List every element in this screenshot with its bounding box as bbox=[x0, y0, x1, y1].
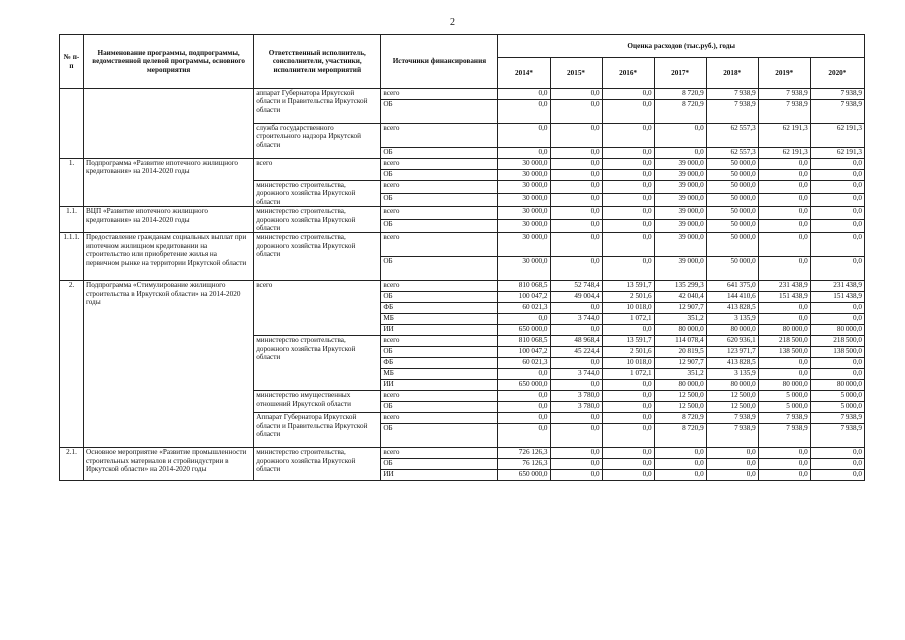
value-cell: 0,0 bbox=[498, 424, 550, 448]
value-cell: 50 000,0 bbox=[706, 181, 758, 194]
value-cell: 62 557,3 bbox=[706, 124, 758, 148]
value-cell: 0,0 bbox=[602, 402, 654, 413]
row-number: 2.1. bbox=[60, 448, 84, 481]
value-cell: 0,0 bbox=[550, 380, 602, 391]
value-cell: 50 000,0 bbox=[706, 207, 758, 220]
value-cell: 0,0 bbox=[550, 89, 602, 100]
value-cell: 48 968,4 bbox=[550, 336, 602, 347]
value-cell: 7 938,9 bbox=[758, 413, 810, 424]
value-cell: 0,0 bbox=[602, 391, 654, 402]
table-row bbox=[60, 448, 865, 459]
value-cell: 0,0 bbox=[758, 220, 810, 233]
executor-cell: Аппарат Губернатора Иркутской области и Правительства Иркутской области bbox=[254, 413, 381, 448]
value-cell: 0,0 bbox=[550, 100, 602, 124]
value-cell: 0,0 bbox=[602, 459, 654, 470]
value-cell: 135 299,3 bbox=[654, 281, 706, 292]
header-executor: Ответственный исполнитель, соисполнители, участники, исполнители мероприятий bbox=[254, 35, 381, 89]
value-cell: 0,0 bbox=[758, 181, 810, 194]
value-cell: 3 780,0 bbox=[550, 391, 602, 402]
value-cell: 0,0 bbox=[550, 181, 602, 194]
header-program-name: Наименование программы, подпрограммы, ведомственной целевой программы, основного мероприятия bbox=[84, 35, 254, 89]
header-year: 2018* bbox=[706, 58, 758, 89]
value-cell: 39 000,0 bbox=[654, 257, 706, 281]
value-cell: 650 000,0 bbox=[498, 470, 550, 481]
value-cell: 0,0 bbox=[550, 413, 602, 424]
funding-source-cell: всего bbox=[381, 207, 498, 220]
value-cell: 413 828,5 bbox=[706, 358, 758, 369]
executor-cell: министерство строительства, дорожного хозяйства Иркутской области bbox=[254, 207, 381, 233]
value-cell: 0,0 bbox=[498, 314, 550, 325]
value-cell: 0,0 bbox=[758, 358, 810, 369]
program-name: Подпрограмма «Развитие ипотечного жилищного кредитования» на 2014-2020 годы bbox=[84, 159, 254, 207]
value-cell: 50 000,0 bbox=[706, 159, 758, 170]
value-cell: 0,0 bbox=[602, 207, 654, 220]
value-cell: 3 135,9 bbox=[706, 314, 758, 325]
value-cell: 0,0 bbox=[498, 402, 550, 413]
row-number: 2. bbox=[60, 281, 84, 448]
funding-source-cell: ФБ bbox=[381, 358, 498, 369]
value-cell: 80 000,0 bbox=[810, 380, 864, 391]
value-cell: 138 500,0 bbox=[810, 347, 864, 358]
value-cell: 0,0 bbox=[758, 257, 810, 281]
funding-source-cell: ОБ bbox=[381, 347, 498, 358]
value-cell: 0,0 bbox=[758, 470, 810, 481]
value-cell: 13 591,7 bbox=[602, 336, 654, 347]
value-cell: 0,0 bbox=[602, 89, 654, 100]
funding-source-cell: ОБ bbox=[381, 220, 498, 233]
program-name: Подпрограмма «Стимулирование жилищного строительства в Иркутской области» на 2014-2020 годы bbox=[84, 281, 254, 448]
value-cell: 0,0 bbox=[602, 424, 654, 448]
funding-source-cell: ФБ bbox=[381, 303, 498, 314]
value-cell: 0,0 bbox=[810, 314, 864, 325]
value-cell: 12 500,0 bbox=[654, 391, 706, 402]
value-cell: 0,0 bbox=[602, 448, 654, 459]
funding-source-cell: всего bbox=[381, 89, 498, 100]
value-cell: 7 938,9 bbox=[810, 89, 864, 100]
value-cell: 1 072,1 bbox=[602, 369, 654, 380]
header-expense-estimate: Оценка расходов (тыс.руб.), годы bbox=[498, 35, 865, 58]
value-cell: 0,0 bbox=[654, 124, 706, 148]
header-year: 2020* bbox=[810, 58, 864, 89]
budget-table bbox=[59, 34, 865, 481]
value-cell: 100 047,2 bbox=[498, 292, 550, 303]
value-cell: 2 501,6 bbox=[602, 347, 654, 358]
value-cell: 12 500,0 bbox=[654, 402, 706, 413]
program-name bbox=[84, 89, 254, 159]
program-name: ВЦП «Развитие ипотечного жилищного кредитования» на 2014-2020 годы bbox=[84, 207, 254, 233]
value-cell: 0,0 bbox=[810, 181, 864, 194]
value-cell: 49 004,4 bbox=[550, 292, 602, 303]
value-cell: 39 000,0 bbox=[654, 194, 706, 207]
executor-cell: служба государственного строительного надзора Иркутской области bbox=[254, 124, 381, 159]
header-year: 2019* bbox=[758, 58, 810, 89]
value-cell: 62 191,3 bbox=[810, 124, 864, 148]
value-cell: 0,0 bbox=[602, 220, 654, 233]
value-cell: 0,0 bbox=[758, 459, 810, 470]
value-cell: 138 500,0 bbox=[758, 347, 810, 358]
funding-source-cell: всего bbox=[381, 181, 498, 194]
value-cell: 650 000,0 bbox=[498, 325, 550, 336]
value-cell: 39 000,0 bbox=[654, 159, 706, 170]
value-cell: 0,0 bbox=[550, 470, 602, 481]
value-cell: 0,0 bbox=[810, 207, 864, 220]
value-cell: 0,0 bbox=[758, 159, 810, 170]
value-cell: 0,0 bbox=[550, 170, 602, 181]
value-cell: 30 000,0 bbox=[498, 194, 550, 207]
value-cell: 0,0 bbox=[550, 233, 602, 257]
value-cell: 50 000,0 bbox=[706, 220, 758, 233]
value-cell: 3 780,0 bbox=[550, 402, 602, 413]
value-cell: 0,0 bbox=[602, 181, 654, 194]
value-cell: 0,0 bbox=[810, 257, 864, 281]
value-cell: 0,0 bbox=[550, 448, 602, 459]
value-cell: 810 068,5 bbox=[498, 281, 550, 292]
value-cell: 114 078,4 bbox=[654, 336, 706, 347]
funding-source-cell: ОБ bbox=[381, 100, 498, 124]
value-cell: 144 410,6 bbox=[706, 292, 758, 303]
value-cell: 8 720,9 bbox=[654, 413, 706, 424]
header-num: № п-п bbox=[60, 35, 84, 89]
value-cell: 0,0 bbox=[550, 303, 602, 314]
value-cell: 7 938,9 bbox=[810, 100, 864, 124]
value-cell: 12 907,7 bbox=[654, 358, 706, 369]
value-cell: 50 000,0 bbox=[706, 233, 758, 257]
value-cell: 30 000,0 bbox=[498, 181, 550, 194]
funding-source-cell: всего bbox=[381, 413, 498, 424]
header-funding-source: Источники финансирования bbox=[381, 35, 498, 89]
value-cell: 12 500,0 bbox=[706, 402, 758, 413]
value-cell: 0,0 bbox=[602, 194, 654, 207]
row-number: 1. bbox=[60, 159, 84, 207]
value-cell: 620 936,1 bbox=[706, 336, 758, 347]
value-cell: 0,0 bbox=[602, 170, 654, 181]
value-cell: 151 438,9 bbox=[810, 292, 864, 303]
value-cell: 0,0 bbox=[758, 448, 810, 459]
value-cell: 0,0 bbox=[602, 380, 654, 391]
funding-source-cell: всего bbox=[381, 124, 498, 148]
program-name: Основное мероприятие «Развитие промышленности строительных материалов и стройиндустрии в Иркутской области» на 2014-2020 годы bbox=[84, 448, 254, 481]
funding-source-cell: всего bbox=[381, 336, 498, 347]
value-cell: 39 000,0 bbox=[654, 170, 706, 181]
value-cell: 30 000,0 bbox=[498, 220, 550, 233]
value-cell: 0,0 bbox=[810, 233, 864, 257]
value-cell: 13 591,7 bbox=[602, 281, 654, 292]
header-year: 2017* bbox=[654, 58, 706, 89]
value-cell: 5 000,0 bbox=[810, 391, 864, 402]
value-cell: 0,0 bbox=[550, 207, 602, 220]
value-cell: 0,0 bbox=[602, 148, 654, 159]
value-cell: 7 938,9 bbox=[810, 413, 864, 424]
value-cell: 20 819,5 bbox=[654, 347, 706, 358]
value-cell: 0,0 bbox=[810, 369, 864, 380]
value-cell: 0,0 bbox=[706, 470, 758, 481]
value-cell: 39 000,0 bbox=[654, 181, 706, 194]
value-cell: 0,0 bbox=[550, 358, 602, 369]
value-cell: 641 375,0 bbox=[706, 281, 758, 292]
value-cell: 1 072,1 bbox=[602, 314, 654, 325]
header-year: 2016* bbox=[602, 58, 654, 89]
value-cell: 5 000,0 bbox=[758, 402, 810, 413]
value-cell: 12 500,0 bbox=[706, 391, 758, 402]
value-cell: 231 438,9 bbox=[758, 281, 810, 292]
executor-cell: всего bbox=[254, 281, 381, 336]
value-cell: 62 191,3 bbox=[758, 124, 810, 148]
funding-source-cell: ОБ bbox=[381, 148, 498, 159]
value-cell: 80 000,0 bbox=[654, 325, 706, 336]
funding-source-cell: всего bbox=[381, 281, 498, 292]
funding-source-cell: ОБ bbox=[381, 402, 498, 413]
value-cell: 2 501,6 bbox=[602, 292, 654, 303]
value-cell: 8 720,9 bbox=[654, 89, 706, 100]
value-cell: 80 000,0 bbox=[758, 380, 810, 391]
value-cell: 80 000,0 bbox=[654, 380, 706, 391]
value-cell: 60 021,3 bbox=[498, 358, 550, 369]
header-year: 2014* bbox=[498, 58, 550, 89]
row-number: 1.1. bbox=[60, 207, 84, 233]
value-cell: 62 191,3 bbox=[758, 148, 810, 159]
value-cell: 231 438,9 bbox=[810, 281, 864, 292]
value-cell: 50 000,0 bbox=[706, 257, 758, 281]
value-cell: 80 000,0 bbox=[706, 325, 758, 336]
value-cell: 5 000,0 bbox=[810, 402, 864, 413]
value-cell: 7 938,9 bbox=[706, 424, 758, 448]
value-cell: 30 000,0 bbox=[498, 159, 550, 170]
value-cell: 0,0 bbox=[654, 470, 706, 481]
value-cell: 62 191,3 bbox=[810, 148, 864, 159]
value-cell: 0,0 bbox=[498, 148, 550, 159]
value-cell: 650 000,0 bbox=[498, 380, 550, 391]
value-cell: 0,0 bbox=[602, 470, 654, 481]
value-cell: 8 720,9 bbox=[654, 100, 706, 124]
value-cell: 5 000,0 bbox=[758, 391, 810, 402]
value-cell: 0,0 bbox=[810, 470, 864, 481]
value-cell: 0,0 bbox=[498, 369, 550, 380]
value-cell: 151 438,9 bbox=[758, 292, 810, 303]
value-cell: 0,0 bbox=[706, 459, 758, 470]
value-cell: 3 744,0 bbox=[550, 369, 602, 380]
page-number: 2 bbox=[450, 17, 455, 28]
funding-source-cell: МБ bbox=[381, 369, 498, 380]
value-cell: 0,0 bbox=[550, 194, 602, 207]
executor-cell: министерство имущественных отношений Иркутской области bbox=[254, 391, 381, 413]
value-cell: 0,0 bbox=[602, 124, 654, 148]
funding-source-cell: ОБ bbox=[381, 170, 498, 181]
value-cell: 0,0 bbox=[758, 303, 810, 314]
value-cell: 30 000,0 bbox=[498, 170, 550, 181]
value-cell: 0,0 bbox=[758, 369, 810, 380]
value-cell: 76 126,3 bbox=[498, 459, 550, 470]
value-cell: 3 135,9 bbox=[706, 369, 758, 380]
value-cell: 0,0 bbox=[602, 257, 654, 281]
value-cell: 0,0 bbox=[810, 220, 864, 233]
value-cell: 218 500,0 bbox=[758, 336, 810, 347]
value-cell: 0,0 bbox=[758, 170, 810, 181]
funding-source-cell: всего bbox=[381, 391, 498, 402]
value-cell: 60 021,3 bbox=[498, 303, 550, 314]
program-name: Предоставление гражданам социальных выплат при ипотечном жилищном кредитовании на строительство или приобретение жилья на первичном рынке на территории Иркутской области bbox=[84, 233, 254, 281]
value-cell: 0,0 bbox=[498, 89, 550, 100]
value-cell: 726 126,3 bbox=[498, 448, 550, 459]
value-cell: 45 224,4 bbox=[550, 347, 602, 358]
funding-source-cell: ИИ bbox=[381, 325, 498, 336]
value-cell: 0,0 bbox=[758, 314, 810, 325]
value-cell: 7 938,9 bbox=[706, 100, 758, 124]
table-row bbox=[60, 89, 865, 100]
funding-source-cell: ОБ bbox=[381, 194, 498, 207]
value-cell: 7 938,9 bbox=[758, 100, 810, 124]
value-cell: 80 000,0 bbox=[706, 380, 758, 391]
value-cell: 39 000,0 bbox=[654, 220, 706, 233]
value-cell: 0,0 bbox=[810, 459, 864, 470]
value-cell: 0,0 bbox=[550, 148, 602, 159]
funding-source-cell: всего bbox=[381, 233, 498, 257]
value-cell: 218 500,0 bbox=[810, 336, 864, 347]
value-cell: 8 720,9 bbox=[654, 424, 706, 448]
executor-cell: министерство строительства, дорожного хозяйства Иркутской области bbox=[254, 233, 381, 281]
value-cell: 30 000,0 bbox=[498, 233, 550, 257]
funding-source-cell: ОБ bbox=[381, 424, 498, 448]
value-cell: 0,0 bbox=[810, 358, 864, 369]
value-cell: 0,0 bbox=[654, 459, 706, 470]
value-cell: 0,0 bbox=[602, 159, 654, 170]
value-cell: 0,0 bbox=[550, 159, 602, 170]
value-cell: 0,0 bbox=[550, 325, 602, 336]
value-cell: 0,0 bbox=[602, 233, 654, 257]
value-cell: 0,0 bbox=[810, 194, 864, 207]
funding-source-cell: ОБ bbox=[381, 459, 498, 470]
executor-cell: министерство строительства, дорожного хозяйства Иркутской области bbox=[254, 336, 381, 391]
funding-source-cell: всего bbox=[381, 448, 498, 459]
table-row bbox=[60, 281, 865, 292]
value-cell: 100 047,2 bbox=[498, 347, 550, 358]
value-cell: 0,0 bbox=[550, 424, 602, 448]
table-row bbox=[60, 207, 865, 220]
value-cell: 50 000,0 bbox=[706, 170, 758, 181]
table-row bbox=[60, 233, 865, 257]
funding-source-cell: ОБ bbox=[381, 292, 498, 303]
funding-source-cell: всего bbox=[381, 159, 498, 170]
value-cell: 12 907,7 bbox=[654, 303, 706, 314]
value-cell: 0,0 bbox=[758, 194, 810, 207]
funding-source-cell: МБ bbox=[381, 314, 498, 325]
executor-cell: аппарат Губернатора Иркутской области и Правительства Иркутской области bbox=[254, 89, 381, 124]
value-cell: 0,0 bbox=[498, 100, 550, 124]
funding-source-cell: ОБ bbox=[381, 257, 498, 281]
funding-source-cell: ИИ bbox=[381, 470, 498, 481]
row-number bbox=[60, 89, 84, 159]
value-cell: 3 744,0 bbox=[550, 314, 602, 325]
value-cell: 30 000,0 bbox=[498, 257, 550, 281]
header-year: 2015* bbox=[550, 58, 602, 89]
value-cell: 413 828,5 bbox=[706, 303, 758, 314]
value-cell: 80 000,0 bbox=[758, 325, 810, 336]
value-cell: 30 000,0 bbox=[498, 207, 550, 220]
value-cell: 7 938,9 bbox=[706, 89, 758, 100]
value-cell: 0,0 bbox=[498, 124, 550, 148]
value-cell: 7 938,9 bbox=[758, 424, 810, 448]
value-cell: 0,0 bbox=[758, 207, 810, 220]
value-cell: 0,0 bbox=[810, 448, 864, 459]
value-cell: 0,0 bbox=[706, 448, 758, 459]
table-row bbox=[60, 159, 865, 170]
executor-cell: министерство строительства, дорожного хозяйства Иркутской области bbox=[254, 448, 381, 481]
value-cell: 80 000,0 bbox=[810, 325, 864, 336]
value-cell: 351,2 bbox=[654, 369, 706, 380]
value-cell: 351,2 bbox=[654, 314, 706, 325]
value-cell: 39 000,0 bbox=[654, 233, 706, 257]
value-cell: 0,0 bbox=[654, 448, 706, 459]
value-cell: 0,0 bbox=[810, 170, 864, 181]
value-cell: 123 971,7 bbox=[706, 347, 758, 358]
funding-source-cell: ИИ bbox=[381, 380, 498, 391]
value-cell: 7 938,9 bbox=[758, 89, 810, 100]
value-cell: 0,0 bbox=[602, 100, 654, 124]
value-cell: 0,0 bbox=[550, 257, 602, 281]
value-cell: 50 000,0 bbox=[706, 194, 758, 207]
value-cell: 10 018,0 bbox=[602, 358, 654, 369]
value-cell: 10 018,0 bbox=[602, 303, 654, 314]
executor-cell: министерство строительства, дорожного хозяйства Иркутской области bbox=[254, 181, 381, 207]
value-cell: 0,0 bbox=[654, 148, 706, 159]
value-cell: 62 557,3 bbox=[706, 148, 758, 159]
value-cell: 52 748,4 bbox=[550, 281, 602, 292]
value-cell: 0,0 bbox=[602, 325, 654, 336]
value-cell: 0,0 bbox=[550, 124, 602, 148]
value-cell: 0,0 bbox=[810, 303, 864, 314]
value-cell: 0,0 bbox=[602, 413, 654, 424]
value-cell: 810 068,5 bbox=[498, 336, 550, 347]
executor-cell: всего bbox=[254, 159, 381, 181]
value-cell: 39 000,0 bbox=[654, 207, 706, 220]
value-cell: 7 938,9 bbox=[810, 424, 864, 448]
value-cell: 0,0 bbox=[550, 220, 602, 233]
value-cell: 0,0 bbox=[810, 159, 864, 170]
value-cell: 7 938,9 bbox=[706, 413, 758, 424]
value-cell: 0,0 bbox=[550, 459, 602, 470]
row-number: 1.1.1. bbox=[60, 233, 84, 281]
value-cell: 0,0 bbox=[758, 233, 810, 257]
value-cell: 0,0 bbox=[498, 413, 550, 424]
value-cell: 42 040,4 bbox=[654, 292, 706, 303]
value-cell: 0,0 bbox=[498, 391, 550, 402]
